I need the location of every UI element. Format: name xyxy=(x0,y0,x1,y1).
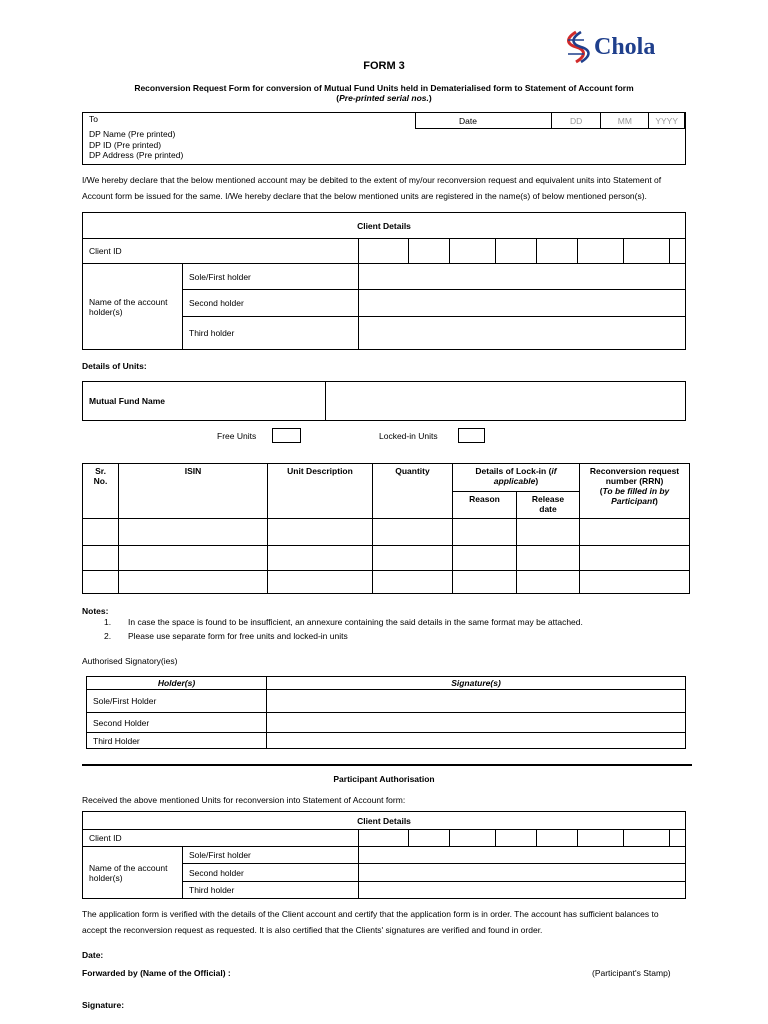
units-cell[interactable] xyxy=(580,519,690,546)
units-table-row xyxy=(83,546,690,571)
note-1-number: 1. xyxy=(104,617,112,627)
participant-third-label: Third holder xyxy=(183,882,359,899)
units-cell[interactable] xyxy=(517,546,580,571)
units-cell[interactable] xyxy=(83,546,119,571)
free-units-checkbox[interactable] xyxy=(272,428,301,443)
units-cell[interactable] xyxy=(268,519,373,546)
forwarded-by-label: Forwarded by (Name of the Official) : xyxy=(82,968,231,978)
received-statement: Received the above mentioned Units for reconversion into Statement of Account form: xyxy=(82,795,406,805)
signatory-third-field[interactable] xyxy=(267,733,686,749)
dp-address-label: DP Address (Pre printed) xyxy=(89,150,184,160)
date-yyyy-field[interactable]: YYYY xyxy=(649,113,685,129)
locked-in-units-label: Locked-in Units xyxy=(379,431,438,441)
note-1-text: In case the space is found to be insufficient, an annexure containing the said details in the same format may be attached. xyxy=(128,617,583,627)
participant-third-field[interactable] xyxy=(359,882,686,899)
units-cell[interactable] xyxy=(373,546,453,571)
date-table xyxy=(415,112,685,129)
chola-emblem-icon xyxy=(562,30,592,64)
units-cell[interactable] xyxy=(373,519,453,546)
client-id-digit-1[interactable] xyxy=(359,239,409,264)
form-title: Reconversion Request Form for conversion of Mutual Fund Units held in Dematerialised form to Statement of Account form xyxy=(134,83,634,93)
units-cell[interactable] xyxy=(119,519,268,546)
date-dd-field[interactable]: DD xyxy=(551,113,600,129)
client-id-digit-5[interactable] xyxy=(537,239,578,264)
units-table-row xyxy=(83,571,690,594)
units-cell[interactable] xyxy=(373,571,453,594)
units-cell[interactable] xyxy=(83,571,119,594)
signatory-second-label: Second Holder xyxy=(87,713,267,733)
participant-second-label: Second holder xyxy=(183,864,359,882)
account-holder-name-label: Name of the account holder(s) xyxy=(83,264,183,350)
release-date-header: Release date xyxy=(517,492,580,519)
form-subtitle: (Pre-printed serial nos.) xyxy=(336,93,432,103)
participant-client-id-digit-7[interactable] xyxy=(624,830,670,847)
signatures-header: Signature(s) xyxy=(267,677,686,690)
dp-id-label: DP ID (Pre printed) xyxy=(89,140,162,150)
note-2-text: Please use separate form for free units and locked-in units xyxy=(128,631,348,641)
note-2-number: 2. xyxy=(104,631,112,641)
participant-client-id-digit-2[interactable] xyxy=(409,830,450,847)
signatory-sole-first-label: Sole/First Holder xyxy=(87,690,267,713)
client-details-heading: Client Details xyxy=(83,213,686,239)
locked-in-units-checkbox[interactable] xyxy=(458,428,485,443)
client-id-digit-3[interactable] xyxy=(450,239,496,264)
participant-client-details-heading: Client Details xyxy=(83,812,686,830)
third-holder-label: Third holder xyxy=(183,317,359,350)
holders-header: Holder(s) xyxy=(87,677,267,690)
participant-client-id-label: Client ID xyxy=(83,830,359,847)
participant-client-id-digit-6[interactable] xyxy=(578,830,624,847)
client-id-digit-8[interactable] xyxy=(670,239,686,264)
mutual-fund-name-label: Mutual Fund Name xyxy=(83,382,326,421)
units-table xyxy=(82,463,690,594)
client-details-table xyxy=(82,212,686,350)
units-cell[interactable] xyxy=(580,571,690,594)
free-units-label: Free Units xyxy=(217,431,257,441)
participant-client-table xyxy=(82,811,686,899)
logo-text: Chola xyxy=(594,34,656,60)
units-cell[interactable] xyxy=(580,546,690,571)
units-table-row xyxy=(83,519,690,546)
sr-no-header: Sr. No. xyxy=(83,464,119,519)
declaration-line-2: Account form be issued for the same. I/We hereby declare that the below mentioned units are registered in the name(s) of below mentioned person(s). xyxy=(82,191,647,201)
participant-client-id-digit-5[interactable] xyxy=(537,830,578,847)
participant-stamp-label: (Participant's Stamp) xyxy=(592,968,671,978)
section-divider xyxy=(82,764,692,766)
date-label-footer: Date: xyxy=(82,950,104,960)
participant-client-id-digit-8[interactable] xyxy=(670,830,686,847)
isin-header: ISIN xyxy=(119,464,268,519)
participant-sole-first-field[interactable] xyxy=(359,847,686,864)
participant-client-id-digit-1[interactable] xyxy=(359,830,409,847)
units-cell[interactable] xyxy=(83,519,119,546)
rrn-header: Reconversion request number (RRN) (To be filled in by Participant) xyxy=(580,464,690,519)
mutual-fund-table xyxy=(82,381,686,421)
participant-authorisation-heading: Participant Authorisation xyxy=(333,774,435,784)
sole-first-holder-label: Sole/First holder xyxy=(183,264,359,290)
client-id-digit-7[interactable] xyxy=(624,239,670,264)
participant-client-id-digit-3[interactable] xyxy=(450,830,496,847)
signature-label-footer: Signature: xyxy=(82,1000,125,1010)
units-cell[interactable] xyxy=(119,546,268,571)
client-id-digit-2[interactable] xyxy=(409,239,450,264)
quantity-header: Quantity xyxy=(373,464,453,519)
signatory-sole-first-field[interactable] xyxy=(267,690,686,713)
verification-line-1: The application form is verified with the details of the Client account and certify that the application form is in order. The account has sufficient balances to xyxy=(82,909,659,919)
date-mm-field[interactable]: MM xyxy=(601,113,649,129)
units-cell[interactable] xyxy=(517,519,580,546)
client-id-digit-6[interactable] xyxy=(578,239,624,264)
lock-in-details-header: Details of Lock-in (if applicable) xyxy=(453,464,580,492)
sole-first-holder-field[interactable] xyxy=(359,264,686,290)
participant-second-field[interactable] xyxy=(359,864,686,882)
signatory-second-field[interactable] xyxy=(267,713,686,733)
signatory-table xyxy=(86,676,686,749)
participant-sole-first-label: Sole/First holder xyxy=(183,847,359,864)
participant-account-holder-label: Name of the account holder(s) xyxy=(83,847,183,899)
verification-line-2: accept the reconversion request as requested. It is also certified that the Clients' signatures are verified and found in order. xyxy=(82,925,543,935)
client-id-digit-4[interactable] xyxy=(496,239,537,264)
units-cell[interactable] xyxy=(453,546,517,571)
third-holder-field[interactable] xyxy=(359,317,686,350)
dp-name-label: DP Name (Pre printed) xyxy=(89,129,176,139)
units-cell[interactable] xyxy=(517,571,580,594)
units-cell[interactable] xyxy=(268,571,373,594)
details-of-units-heading: Details of Units: xyxy=(82,361,147,371)
second-holder-label: Second holder xyxy=(183,290,359,317)
authorised-signatory-heading: Authorised Signatory(ies) xyxy=(82,656,178,666)
date-label: Date xyxy=(416,113,552,129)
units-cell[interactable] xyxy=(453,571,517,594)
unit-description-header: Unit Description xyxy=(268,464,373,519)
mutual-fund-name-field[interactable] xyxy=(326,382,686,421)
notes-heading: Notes: xyxy=(82,606,109,616)
client-id-label: Client ID xyxy=(83,239,359,264)
units-cell[interactable] xyxy=(119,571,268,594)
form-number: FORM 3 xyxy=(363,60,405,72)
reason-header: Reason xyxy=(453,492,517,519)
declaration-line-1: I/We hereby declare that the below mentioned account may be debited to the extent of my/our reconversion request and equivalent units into Statement of xyxy=(82,175,662,185)
units-cell[interactable] xyxy=(453,519,517,546)
second-holder-field[interactable] xyxy=(359,290,686,317)
units-cell[interactable] xyxy=(268,546,373,571)
participant-client-id-digit-4[interactable] xyxy=(496,830,537,847)
signatory-third-label: Third Holder xyxy=(87,733,267,749)
to-label: To xyxy=(89,114,98,124)
